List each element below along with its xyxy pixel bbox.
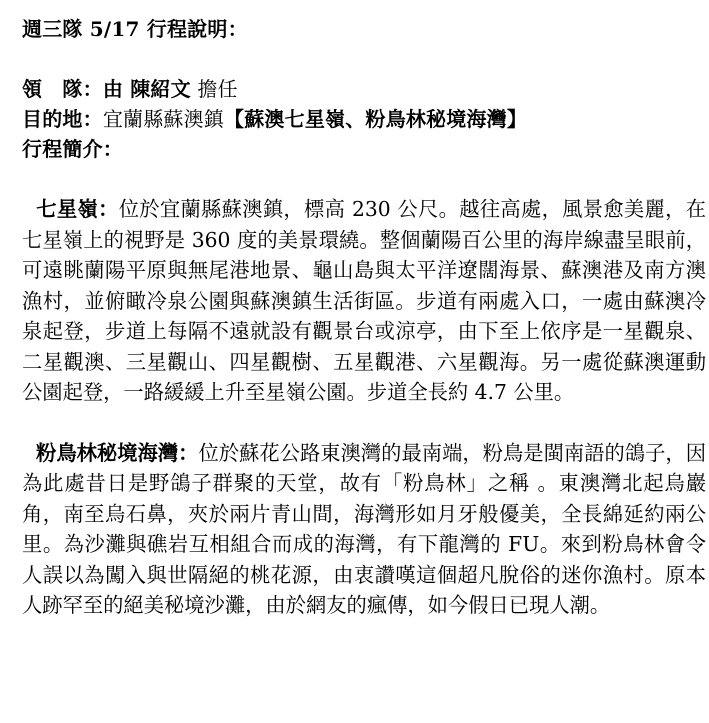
section-fenniaolin <box>22 438 706 621</box>
destination-label: 目的地： <box>22 107 103 131</box>
leader-name: 陳紹文 <box>130 77 191 101</box>
document-title: 週三隊 5/17 行程說明： <box>22 17 248 41</box>
leader-suffix: 擔任 <box>190 77 238 101</box>
section-text: 位於蘇花公路東澳灣的最南端，粉鳥是閩南語的鴿子，因為此處昔日是野鴿子群聚的天堂，故有「粉鳥林」之稱 。東澳灣北起烏巖角，南至烏石鼻，夾於兩片青山間，海灣形如月牙般優美，全長綿延約兩公里。為沙灘與礁岩互相組合而成的海灣，有下龍灣的 FU。來到粉鳥林會令人誤以為闖入與世隔絕的桃花源，由衷讚嘆這個超凡脫俗的迷你漁村。原本人跡罕至的絕美秘境沙灘，由於網友的瘋傳，如今假日已現人潮。 <box>22 440 706 617</box>
section-term: 粉鳥林秘境海灣： <box>36 440 199 465</box>
leader-prefix: 由 <box>102 77 131 101</box>
summary-label: 行程簡介： <box>22 137 123 161</box>
section-body <box>22 194 706 408</box>
section-body <box>22 438 706 621</box>
destination-prefix: 宜蘭縣蘇澳鎮 <box>102 107 225 131</box>
leader-line <box>22 74 706 104</box>
section-qixingling <box>22 194 706 408</box>
section-term: 七星嶺： <box>36 197 119 221</box>
destination-line <box>22 104 706 134</box>
destination-highlight: 【蘇澳七星嶺、粉鳥林秘境海灣】 <box>224 107 528 131</box>
section-text: 位於宜蘭縣蘇澳鎮，標高 230 公尺。越往高處，風景愈美麗，在七星嶺上的視野是 360 度的美景環繞。整個蘭陽百公里的海岸線盡呈眼前，可遠眺蘭陽平原與無尾港地景、龜山島與太平洋遼闊海景、蘇澳港及南方澳漁村，並俯瞰冷泉公園與蘇澳鎮生活街區。步道有兩處入口，一處由蘇澳冷泉起登，步道上每隔不遠就設有觀景台或涼亭，由下至上依序是一星觀泉、二星觀澳、三星觀山、四星觀樹、五星觀港、六星觀海。另一處從蘇澳運動公園起登，一路緩緩上升至星嶺公園。步道全長約 4.7 公里。 <box>22 197 706 404</box>
blank-line <box>22 44 706 74</box>
leader-label: 領 隊： <box>22 77 103 101</box>
document <box>22 14 706 621</box>
